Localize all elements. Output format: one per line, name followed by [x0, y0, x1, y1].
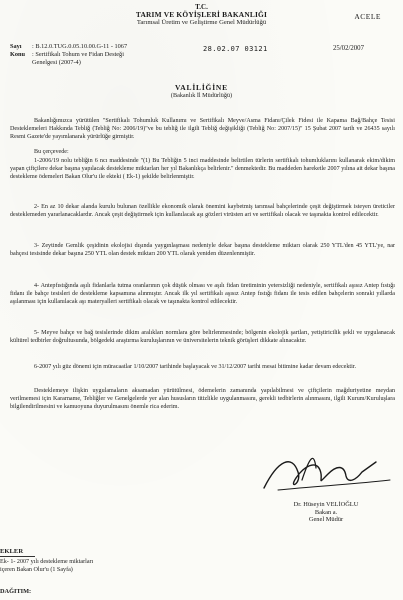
paragraph-item-1: 1-2006/19 nolu tebliğin 6 ncı maddesinde "(1) Bu Tebliğin 5 inci maddesinde belirtilen türlerin sertifikalı tohumluklarını kullanarak ekim/dikim yapan çiftçilere dekar başına yapılacak destekleme miktarları her yıl Bakanlıkça belirlenir." denmektedir. Bu maddeden hareketle 2007 yılına ait dekar başına destekleme ödemeleri Bakan Olur'u ile ekteki ( Ek-1) şekilde belirlenmiştir.: [10, 158, 395, 180]
paragraph-item-4: 4- Antepfıstığında aşılı fidanlarla tutma oranlarının çok düşük olması ve aşılı fidan üretiminin yetersizliği nedeniyle, sertifikalı aşısız Antep fıstığı fidanı ile bahçe tesisleri de destekleme kapsamına alınmıştır. Ancak ilk yıl sertifikalı aşısız Antep fıstığı fidanı ile tesis edilen bahçelerin sonraki yıllarda aşılanması için kullanılacak aşı materyalleri sertifikalı olacak ve taşınakta kontrol edilecektir.: [10, 283, 395, 305]
subject-line-2: Genelgesi (2007-4): [32, 59, 81, 66]
header-tc: T.C.: [195, 3, 208, 11]
reference-number: [10, 43, 127, 50]
paragraph-item-2: 2- En az 10 dekar alanda kurulu bulunan özellikle ekonomik olarak önemini kaybetmiş tarımsal bahçelerinde çeşit değiştirmek isteyen üreticiler desteklemeden yararlanacaklardır. Ancak çeşit değiştirmek için kullanılacak aşı gözleri virüsten ari ve sertifikalı olacak ve taşınakta kontrol edilecektir.: [10, 204, 395, 218]
attachments-heading: EKLER: [0, 548, 24, 555]
recipient-subtitle: (Bakanlık İl Müdürlüğü): [170, 92, 233, 99]
paragraph-item-3: 3- Zeytinde Gemlik çeşidinin ekolojisi dışında yaygınlaşması nedeniyle dekar başına destekleme miktarı olarak 250 YTL'den 45 YTL'ye, nar bahçesi tesisinde dekar başına 250 YTL olan destek miktarı 200 YTL olarak yeniden düzenlenmiştir.: [10, 243, 395, 257]
paragraph-intro: Bakanlığımızca yürütülen "Sertifikalı Tohumluk Kullanımı ve Sertifikalı Meyve/Asma Fidanı/Çilek Fidesi ile Kapama Bağ/Bahçe Tesisi Desteklemeleri Hakkında Tebliğ (Tebliğ No: 2006/19)"ve bu tebliğ ile ilgili Tebliğ değişikliği (Tebliğ No: 2007/15)" 15 Şubat 2007 tarih ve 26435 sayılı Resmi Gazete'de yayımlanarak yürürlüğe girmiştir.: [10, 118, 395, 140]
signer-block: [276, 501, 376, 524]
subject-line: [10, 51, 124, 58]
sayi-label: Sayı: [10, 43, 22, 50]
document-date: 25/02/2007: [333, 45, 364, 52]
signer-name: Dr. Hüseyin VELİOĞLU: [293, 501, 359, 508]
signature-icon: [258, 450, 398, 496]
distribution-heading: DAĞITIM:: [0, 588, 32, 595]
header-ministry: TARIM VE KÖYİŞLERİ BAKANLIĞI: [135, 10, 268, 19]
paragraph-frame: Bu çerçevede:: [34, 149, 69, 155]
paragraph-item-6: 6-2007 yılı güz dönemi için müracaatlar 1/10/2007 tarihinde başlayacak ve 31/12/2007 tarihi mesai bitimine kadar devam edecektir.: [34, 364, 357, 370]
konu-label: Konu: [10, 51, 26, 58]
attachments-divider: [0, 556, 35, 557]
attachment-item: Ek- 1- 2007 yılı destekleme miktarları: [0, 559, 94, 565]
konu-value: : Sertifikalı Tohum ve Fidan Desteği: [32, 51, 124, 58]
sayi-value: : B.12.0.TUG.0.05.10.00.G-11 - 1067: [32, 43, 128, 50]
handwritten-signature: [258, 450, 398, 496]
signer-title-1: Bakan a.: [314, 508, 338, 516]
header-directorate: Tarımsal Üretim ve Geliştirme Genel Müdürlüğü: [136, 19, 267, 26]
incoming-stamp: 28.02.07 03121: [203, 45, 268, 53]
paragraph-closing: Desteklemeye ilişkin uygulamaların aksamadan yürütülmesi, ödemelerin zamanında yapılabilmesi ve çiftçilerin mağduriyetine meydan verilmemesi için Kararname, Tebliğler ve Genelgelerde yer alan hususların titizlikle uygulanmasını, gerekli tedbirlerin alınmasını, ilgili Kurum/Kuruluşlara bilgilendirilmesini ve kamuoyuna duyurulmasını önemle rica ederim.: [10, 388, 395, 410]
paragraph-item-5: 5- Meyve bahçe ve bağ tesislerinde dikim aralıkları normlara göre belirlenmesinde; bölgenin ekolojik şartları, yetiştiricilik şekli ve uygulanacak kültürel tedbirler doğrultusunda, bölgedeki araştırma kuruluşlarının ve üniversitelerin teknik görüşleri dikkate alınacaktır.: [10, 330, 395, 344]
attachment-item: içeren Bakan Olur'u (1 Sayfa): [0, 567, 73, 573]
urgent-label: ACELE: [354, 12, 381, 21]
signer-title-2: Genel Müdür: [308, 516, 344, 524]
recipient-title: VALİLİĞİNE: [175, 83, 228, 92]
